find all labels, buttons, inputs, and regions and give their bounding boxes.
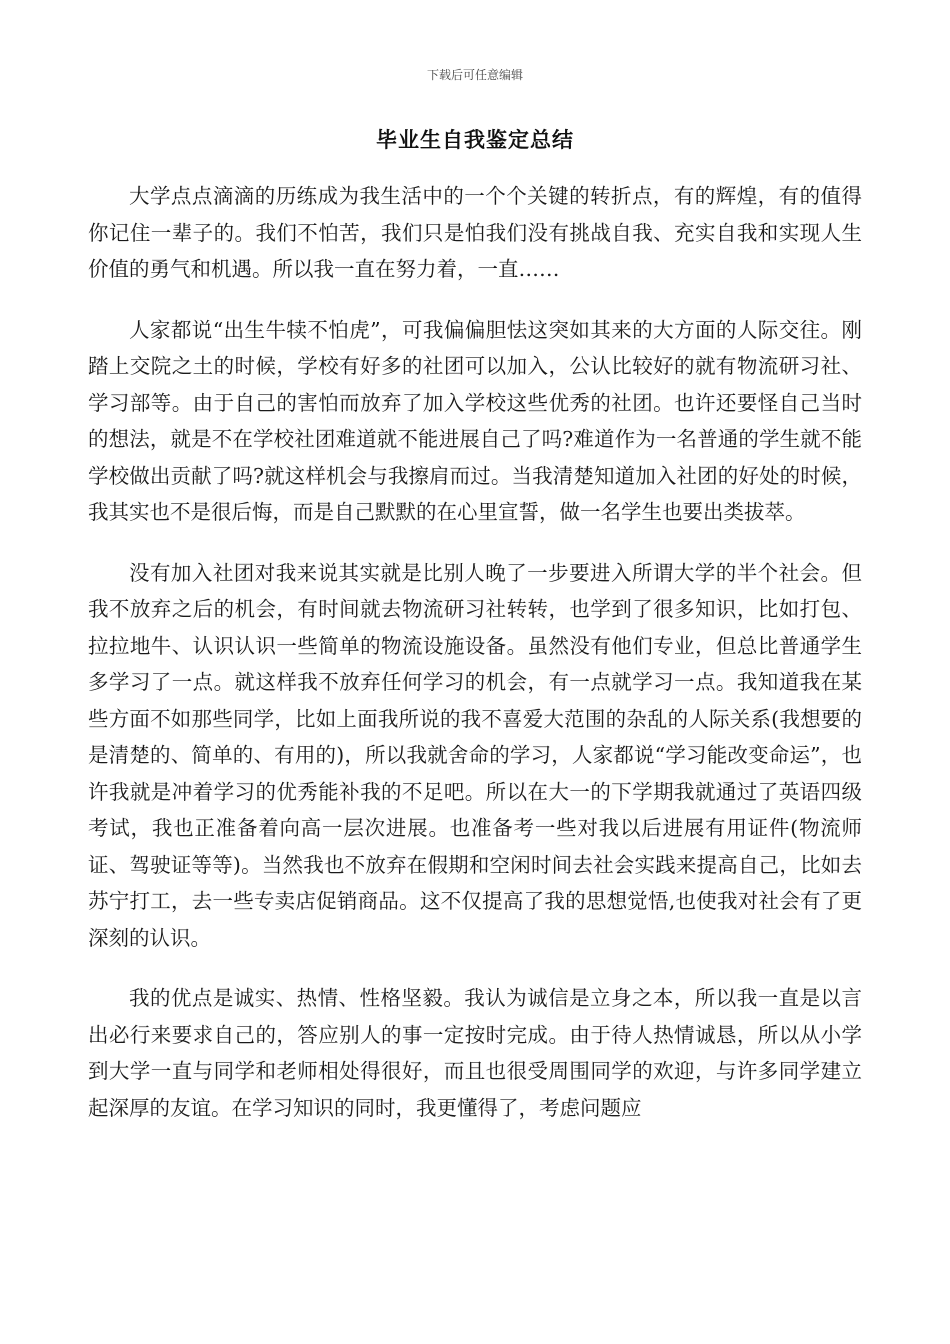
paragraph-4: 我的优点是诚实、热情、性格坚毅。我认为诚信是立身之本，所以我一直是以言出必行来要求自己的，答应别人的事一定按时完成。由于待人热情诚恳，所以从小学到大学一直与同学和老师相处得很好，而且也很受周围同学的欢迎，与许多同学建立起深厚的友谊。在学习知识的同时，我更懂得了，考虑问题应 bbox=[88, 986, 862, 1120]
header-note: 下载后可任意编辑 bbox=[426, 68, 523, 82]
document-title: 毕业生自我鉴定总结 bbox=[376, 128, 574, 152]
paragraph-2: 人家都说“出生牛犊不怕虎”，可我偏偏胆怯这突如其来的大方面的人际交往。刚踏上交院之土的时候，学校有好多的社团可以加入，公认比较好的就有物流研习社、学习部等。由于自己的害怕而放弃了加入学校这些优秀的社团。也许还要怪自己当时的想法，就是不在学校社团难道就不能进展自己了吗?难道作为一名普通的学生就不能学校做出贡献了吗?就这样机会与我擦肩而过。当我清楚知道加入社团的好处的时候，我其实也不是很后悔，而是自己默默的在心里宣誓，做一名学生也要出类拔萃。 bbox=[88, 317, 862, 524]
paragraph-3: 没有加入社团对我来说其实就是比别人晚了一步要进入所谓大学的半个社会。但我不放弃之后的机会，有时间就去物流研习社转转，也学到了很多知识，比如打包、拉拉地牛、认识认识一些简单的物流设施设备。虽然没有他们专业，但总比普通学生多学习了一点。就这样我不放弃任何学习的机会，有一点就学习一点。我知道我在某些方面不如那些同学，比如上面我所说的我不喜爱大范围的杂乱的人际关系(我想要的是清楚的、简单的、有用的)，所以我就舍命的学习，人家都说“学习能改变命运”，也许我就是冲着学习的优秀能补我的不足吧。所以在大一的下学期我就通过了英语四级考试，我也正准备着向高一层次进展。也准备考一些对我以后进展有用证件(物流师证、驾驶证等等)。当然我也不放弃在假期和空闲时间去社会实践来提高自己，比如去苏宁打工，去一些专卖店促销商品。这不仅提高了我的思想觉悟,也使我对社会有了更深刻的认识。 bbox=[88, 560, 862, 950]
document-body bbox=[88, 178, 862, 1150]
paragraph-1: 大学点点滴滴的历练成为我生活中的一个个关键的转折点，有的辉煌，有的值得你记住一辈子的。我们不怕苦，我们只是怕我们没有挑战自我、充实自我和实现人生价值的勇气和机遇。所以我一直在努力着，一直…… bbox=[88, 184, 862, 281]
